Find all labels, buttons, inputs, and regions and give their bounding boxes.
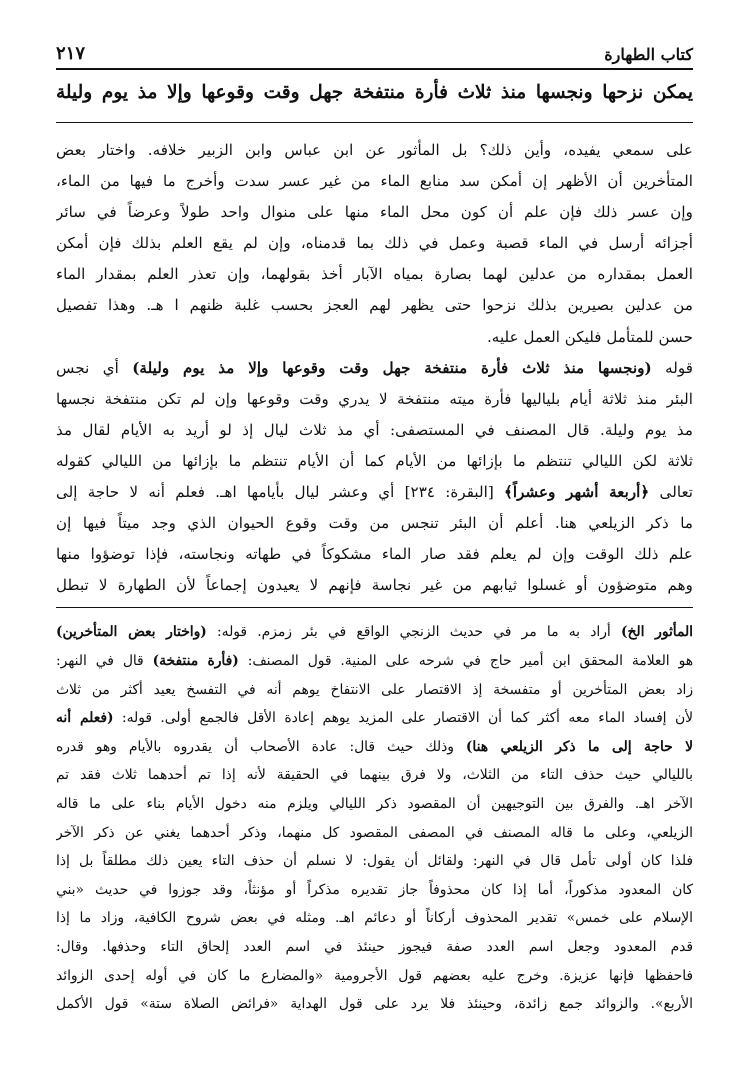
commentary-line: [56, 508, 693, 539]
text-run: أي نجس: [56, 358, 133, 377]
text-run: من عدلين بصيرين بذلك نزحوا حتى يظهر لهم العجز بحسب غلبة ظنهم ا هـ. وهذا تفصيل: [56, 296, 693, 315]
text-run: وهم متوضؤون أو غسلوا ثيابهم من غير نجاسة فإنهم لا يعيدون إجماعاً لأن الطهارة لا تبطل: [56, 576, 693, 595]
text-run: فاحفظها فإنها عزيزة. وخرج عليه بعضهم قول الأجرومية «والمضارع ما كان في أوله إحدى الزوائد: [56, 967, 693, 984]
text-run: أجزائه أرسل في الماء قصبة وعمل في ذلك بما قدمناه، وإن لم يقع العلم بذلك فإن أمكن: [56, 234, 693, 253]
bold-quote: ﴿أربعة أشهر وعشراً﴾: [504, 483, 650, 502]
bold-quote: (واختار بعض المتأخرين): [56, 624, 207, 641]
text-run: الإسلام على خمس» تقدير المحذوف أركاناً أو دعائم اهـ. ومثله في بعض شروح الكافية، وزاد ما إذا: [56, 910, 693, 927]
commentary-line: [56, 197, 693, 228]
commentary-line: [56, 135, 693, 166]
commentary-line: [56, 353, 693, 384]
text-run: هو العلامة المحقق ابن أمير حاج في شرحه على المنية. قول المصنف:: [238, 653, 693, 669]
text-run: مذ يوم وليلة. قال المصنف في المستصفى: أي مذ ثلاث ليال إذ لو أريد به الأيام لقال مذ: [56, 420, 693, 439]
text-run: قال في النهر:: [56, 653, 153, 669]
matn-rule: [56, 122, 693, 123]
text-run: أراد به ما مر في حديث الزنجي الواقع في بئر زمزم. قوله:: [206, 624, 621, 641]
text-run: وإن عسر ذلك فإن علم أن كون محل الماء منها على منوال واحد طولاً وعرضاً في سائر: [56, 203, 693, 222]
footnote-line: [56, 990, 693, 1019]
text-run: الأربع». والزوائد جمع زائدة، وحينئذ فلا يرد على قول الهداية «فرائض الصلاة ستة» قول الأكمل: [56, 996, 693, 1013]
footnote-line: [56, 761, 693, 790]
footnote-separator: [56, 607, 693, 608]
bold-quote: (فأرة منتفخة): [152, 653, 239, 669]
commentary-line: [56, 384, 693, 415]
matn-text: يمكن نزحها ونجسها منذ ثلاث فأرة منتفخة جهل وقت وقوعها وإلا مذ يوم وليلة: [56, 82, 693, 103]
text-run: [البقرة: ٢٣٤] أي وعشر ليال بأيامها اهـ. فعلم أنه لا حاجة إلى: [56, 483, 504, 502]
page-header: [56, 38, 693, 64]
footnote-line: [56, 647, 693, 676]
bold-quote: (ونجسها منذ ثلاث فأرة منتفخة جهل وقت وقوعها وإلا مذ يوم وليلة): [132, 358, 652, 377]
footnote-line: [56, 819, 693, 848]
bold-quote: (فعلم أنه: [56, 710, 114, 727]
footnote-line: [56, 790, 693, 819]
footnote-line: [56, 733, 693, 762]
commentary-line: [56, 477, 693, 508]
commentary-line: [56, 570, 693, 601]
text-run: ما ذكر الزيلعي هنا. أعلم أن البئر تنجس من وقت وقوع الحيوان الذي وجد ميتاً فيها إن: [56, 514, 693, 533]
text-run: فلذا كان أولى تأمل قال في النهر: ولقائل أن يقول: لا نسلم أن حذف التاء يعين ذلك مطلقاً بل إذا: [56, 853, 693, 870]
footnote-line: [56, 704, 693, 733]
text-run: زاد بعض المتأخرين أو متفسخة إذ الاقتصار على الانتفاخ يوهم أنه في التفسخ يعيد أكثر من ثلاث: [56, 681, 693, 698]
text-run: الآخر اهـ. والفرق بين التوجيهين أن المقصود ذكر الليالي ويلزم منه دخول الأيام بناء على ما قاله: [56, 795, 693, 812]
bold-quote: لا حاجة إلى ما ذكر الزيلعي هنا): [465, 738, 693, 755]
text-run: على سمعي يفيده، وأين ذلك؟ بل المأثور عن ابن عباس وابن الزبير خلافه. واختار بعض: [56, 141, 693, 159]
commentary-line: [56, 228, 693, 259]
commentary-line: [56, 290, 693, 321]
footnote-line: [56, 618, 693, 647]
text-run: البئر منذ ثلاثة أيام بلياليها فأرة ميته منتفخة لا يدري وقت وقوعها وإن لم تكن منتفخة نجسها: [56, 389, 693, 408]
bold-quote: المأثور الخ): [621, 624, 693, 641]
text-run: الزيلعي، وعلى ما قاله المصنف في المصفى المقصود كل منهما، وذكر أحدهما يغني عن ذكر الآخر: [56, 824, 693, 841]
text-run: المتأخرين أن الأظهر إن أمكن سد منابع الماء من غير عسر سدت وأخرج ما فيها من الماء،: [56, 172, 693, 191]
text-run: ثلاثة لكن الليالي تنتظم ما بإزائها من الأيام كما أن الأيام تنتظم ما بإزائها من الليالي كقوله: [56, 451, 693, 470]
commentary-line: [56, 446, 693, 477]
commentary-body: [56, 135, 693, 601]
footnote-line: [56, 876, 693, 905]
footnote-line: [56, 962, 693, 991]
footnote-line: [56, 676, 693, 705]
text-run: بالليالي حيث حذف التاء من الثلاث، ولا فرق بينهما في الحقيقة لأنه إذا تم أحدهما ثلاث فقد تم: [56, 767, 693, 784]
running-title: كتاب الطهارة: [604, 45, 693, 64]
text-run: حسن للمتأمل فليكن العمل عليه.: [486, 327, 693, 346]
commentary-line: [56, 322, 693, 353]
text-run: لأن إفساد الماء معه أكثر كما أن الاقتصار على المزيد يوهم إعادة الأقل فالجمع أولى. قوله:: [113, 710, 693, 727]
commentary-line: [56, 539, 693, 570]
commentary-line: [56, 415, 693, 446]
footnote-body: [56, 618, 693, 1018]
footnote-line: [56, 933, 693, 962]
text-run: قوله: [651, 358, 693, 377]
text-run: علم ذلك الوقت وإن لم يعلم فقد صار الماء مشكوكاً في طهاته ونجاسته، فإذا توضؤوا منها: [56, 545, 693, 564]
text-run: تعالى: [649, 483, 693, 502]
text-run: قدم المعدود وجعل اسم العدد صفة فيجوز حينئذ في اسم العدد إلحاق التاء وحذفها. وقال:: [56, 938, 693, 955]
text-run: العمل بمقداره من عدلين لهما بصارة بمياه الآبار أخذ بقولهما، وإن تعذر العلم بمقدار الماء: [56, 265, 693, 284]
footnote-line: [56, 904, 693, 933]
commentary-line: [56, 259, 693, 290]
text-run: كان المعدود مذكوراً، أما إذا كان محذوفاً جاز تقديره مذكراً أو مؤنثاً، وقد جوزوا في حديث «بني: [56, 881, 693, 898]
footnote-line: [56, 847, 693, 876]
text-run: وذلك حيث قال: عادة الأصحاب أن يقدروه بالأيام وهو قدره: [56, 738, 466, 755]
page-number: ٢١٧: [56, 43, 86, 64]
commentary-line: [56, 166, 693, 197]
